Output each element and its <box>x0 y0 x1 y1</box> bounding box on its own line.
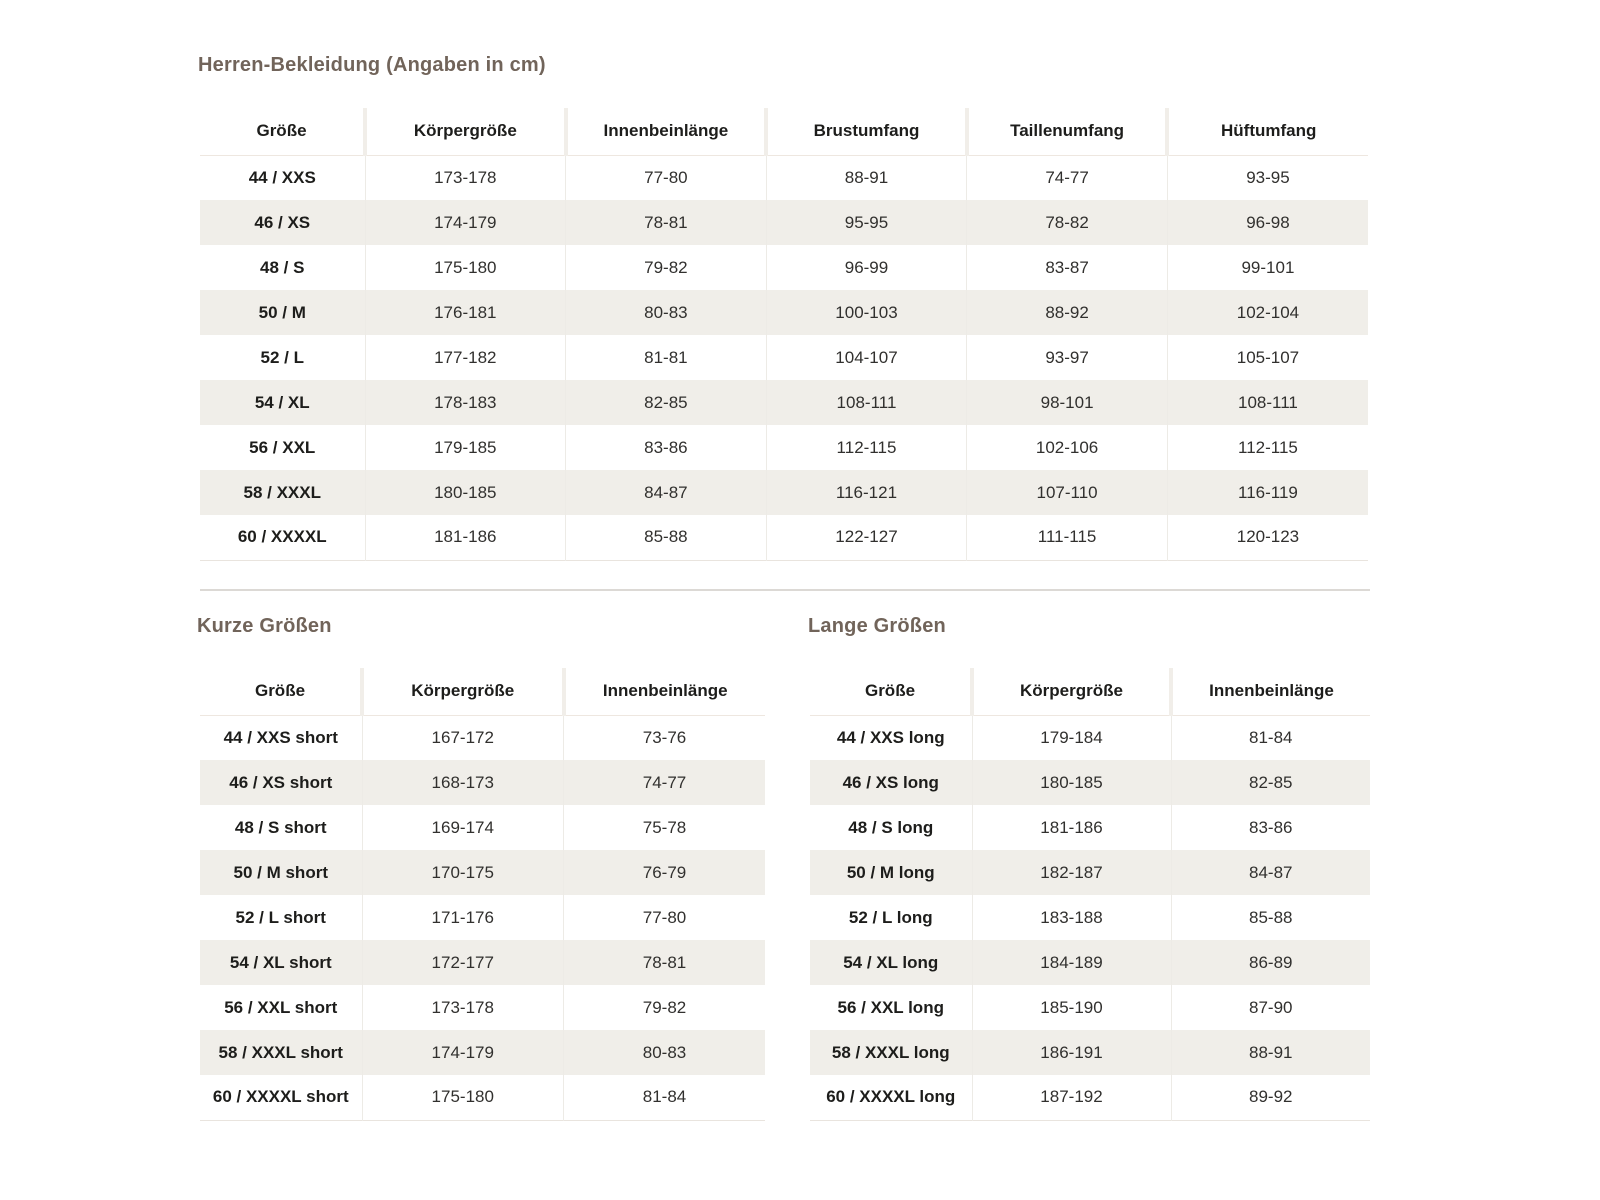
measurement-cell: 78-81 <box>564 940 766 985</box>
measurement-cell: 171-176 <box>362 895 564 940</box>
size-label-cell: 56 / XXL long <box>810 985 972 1030</box>
table-row <box>200 895 765 940</box>
measurement-cell: 85-88 <box>566 515 767 560</box>
column-header: Brustumfang <box>766 108 967 155</box>
size-label-cell: 54 / XL short <box>200 940 362 985</box>
measurement-cell: 182-187 <box>972 850 1171 895</box>
table-row <box>810 805 1370 850</box>
table-row <box>200 290 1368 335</box>
measurement-cell: 180-185 <box>972 760 1171 805</box>
table-row <box>810 1075 1370 1120</box>
table-row <box>200 155 1368 200</box>
measurement-cell: 79-82 <box>566 245 767 290</box>
table-header <box>810 668 1370 715</box>
measurement-cell: 84-87 <box>566 470 767 515</box>
size-label-cell: 48 / S <box>200 245 365 290</box>
column-header: Körpergröße <box>365 108 566 155</box>
size-label-cell: 44 / XXS <box>200 155 365 200</box>
measurement-cell: 77-80 <box>564 895 766 940</box>
header-row <box>200 108 1368 155</box>
measurement-cell: 80-83 <box>566 290 767 335</box>
measurement-cell: 170-175 <box>362 850 564 895</box>
table-row <box>200 940 765 985</box>
size-label-cell: 52 / L <box>200 335 365 380</box>
size-label-cell: 58 / XXXL <box>200 470 365 515</box>
measurement-cell: 88-91 <box>766 155 967 200</box>
measurement-cell: 77-80 <box>566 155 767 200</box>
column-header: Innenbeinlänge <box>566 108 767 155</box>
measurement-cell: 96-99 <box>766 245 967 290</box>
measurement-cell: 104-107 <box>766 335 967 380</box>
size-label-cell: 54 / XL <box>200 380 365 425</box>
measurement-cell: 85-88 <box>1171 895 1370 940</box>
measurement-cell: 74-77 <box>564 760 766 805</box>
measurement-cell: 83-86 <box>1171 805 1370 850</box>
table-row <box>810 715 1370 760</box>
measurement-cell: 88-91 <box>1171 1030 1370 1075</box>
table-body <box>200 715 765 1120</box>
measurement-cell: 174-179 <box>362 1030 564 1075</box>
measurement-cell: 83-86 <box>566 425 767 470</box>
column-header: Hüftumfang <box>1167 108 1368 155</box>
size-label-cell: 48 / S short <box>200 805 362 850</box>
measurement-cell: 167-172 <box>362 715 564 760</box>
measurement-cell: 183-188 <box>972 895 1171 940</box>
measurement-cell: 179-185 <box>365 425 566 470</box>
column-header: Körpergröße <box>362 668 564 715</box>
table-row <box>810 850 1370 895</box>
measurement-cell: 78-82 <box>967 200 1168 245</box>
table-row <box>200 985 765 1030</box>
column-header: Größe <box>810 668 972 715</box>
measurement-cell: 108-111 <box>1167 380 1368 425</box>
measurement-cell: 168-173 <box>362 760 564 805</box>
measurement-cell: 93-97 <box>967 335 1168 380</box>
measurement-cell: 122-127 <box>766 515 967 560</box>
table-header <box>200 108 1368 155</box>
header-row <box>810 668 1370 715</box>
header-row <box>200 668 765 715</box>
measurement-cell: 184-189 <box>972 940 1171 985</box>
measurement-cell: 178-183 <box>365 380 566 425</box>
column-header: Größe <box>200 668 362 715</box>
table-row <box>200 850 765 895</box>
measurement-cell: 180-185 <box>365 470 566 515</box>
measurement-cell: 82-85 <box>566 380 767 425</box>
measurement-cell: 89-92 <box>1171 1075 1370 1120</box>
table-row <box>810 1030 1370 1075</box>
measurement-cell: 177-182 <box>365 335 566 380</box>
size-label-cell: 44 / XXS long <box>810 715 972 760</box>
size-label-cell: 50 / M long <box>810 850 972 895</box>
table-body <box>200 155 1368 560</box>
measurement-cell: 116-121 <box>766 470 967 515</box>
measurement-cell: 116-119 <box>1167 470 1368 515</box>
size-label-cell: 46 / XS long <box>810 760 972 805</box>
short-sizes-section-title: Kurze Größen <box>197 615 332 637</box>
measurement-cell: 105-107 <box>1167 335 1368 380</box>
size-label-cell: 60 / XXXXL <box>200 515 365 560</box>
measurement-cell: 95-95 <box>766 200 967 245</box>
measurement-cell: 84-87 <box>1171 850 1370 895</box>
measurement-cell: 86-89 <box>1171 940 1370 985</box>
measurement-cell: 73-76 <box>564 715 766 760</box>
measurement-cell: 181-186 <box>972 805 1171 850</box>
column-header: Körpergröße <box>972 668 1171 715</box>
measurement-cell: 81-84 <box>1171 715 1370 760</box>
measurement-cell: 176-181 <box>365 290 566 335</box>
measurement-cell: 112-115 <box>1167 425 1368 470</box>
size-label-cell: 48 / S long <box>810 805 972 850</box>
short-sizes-table <box>200 668 765 1121</box>
table-row <box>200 1030 765 1075</box>
measurement-cell: 187-192 <box>972 1075 1171 1120</box>
table-row <box>810 940 1370 985</box>
size-label-cell: 46 / XS <box>200 200 365 245</box>
table-row <box>200 715 765 760</box>
table-row <box>200 335 1368 380</box>
table-row <box>810 895 1370 940</box>
measurement-cell: 87-90 <box>1171 985 1370 1030</box>
column-header: Innenbeinlänge <box>1171 668 1370 715</box>
table-row <box>810 760 1370 805</box>
table-row <box>200 470 1368 515</box>
measurement-cell: 181-186 <box>365 515 566 560</box>
size-label-cell: 56 / XXL <box>200 425 365 470</box>
measurement-cell: 78-81 <box>566 200 767 245</box>
measurement-cell: 102-104 <box>1167 290 1368 335</box>
measurement-cell: 81-84 <box>564 1075 766 1120</box>
measurement-cell: 82-85 <box>1171 760 1370 805</box>
measurement-cell: 175-180 <box>365 245 566 290</box>
measurement-cell: 173-178 <box>365 155 566 200</box>
measurement-cell: 185-190 <box>972 985 1171 1030</box>
size-label-cell: 52 / L short <box>200 895 362 940</box>
table-row <box>200 200 1368 245</box>
size-label-cell: 56 / XXL short <box>200 985 362 1030</box>
measurement-cell: 112-115 <box>766 425 967 470</box>
measurement-cell: 107-110 <box>967 470 1168 515</box>
size-label-cell: 58 / XXXL short <box>200 1030 362 1075</box>
measurement-cell: 83-87 <box>967 245 1168 290</box>
table-row <box>200 425 1368 470</box>
size-label-cell: 60 / XXXXL short <box>200 1075 362 1120</box>
column-header: Innenbeinlänge <box>564 668 766 715</box>
measurement-cell: 75-78 <box>564 805 766 850</box>
measurement-cell: 79-82 <box>564 985 766 1030</box>
size-label-cell: 50 / M <box>200 290 365 335</box>
measurement-cell: 174-179 <box>365 200 566 245</box>
measurement-cell: 179-184 <box>972 715 1171 760</box>
table-row <box>200 805 765 850</box>
main-section-title: Herren-Bekleidung (Angaben in cm) <box>198 54 546 76</box>
measurement-cell: 120-123 <box>1167 515 1368 560</box>
size-label-cell: 44 / XXS short <box>200 715 362 760</box>
table-header <box>200 668 765 715</box>
measurement-cell: 175-180 <box>362 1075 564 1120</box>
measurement-cell: 172-177 <box>362 940 564 985</box>
column-header: Taillenumfang <box>967 108 1168 155</box>
measurement-cell: 93-95 <box>1167 155 1368 200</box>
measurement-cell: 169-174 <box>362 805 564 850</box>
measurement-cell: 76-79 <box>564 850 766 895</box>
table-row <box>200 760 765 805</box>
table-row <box>200 245 1368 290</box>
measurement-cell: 111-115 <box>967 515 1168 560</box>
measurement-cell: 173-178 <box>362 985 564 1030</box>
measurement-cell: 102-106 <box>967 425 1168 470</box>
table-row <box>200 380 1368 425</box>
size-label-cell: 60 / XXXXL long <box>810 1075 972 1120</box>
measurement-cell: 88-92 <box>967 290 1168 335</box>
section-divider <box>200 589 1370 591</box>
measurement-cell: 81-81 <box>566 335 767 380</box>
size-label-cell: 58 / XXXL long <box>810 1030 972 1075</box>
table-row <box>200 1075 765 1120</box>
measurement-cell: 186-191 <box>972 1030 1171 1075</box>
long-sizes-table <box>810 668 1370 1121</box>
measurement-cell: 98-101 <box>967 380 1168 425</box>
table-row <box>810 985 1370 1030</box>
mens-clothing-size-table <box>200 108 1368 561</box>
size-label-cell: 52 / L long <box>810 895 972 940</box>
measurement-cell: 80-83 <box>564 1030 766 1075</box>
measurement-cell: 74-77 <box>967 155 1168 200</box>
measurement-cell: 99-101 <box>1167 245 1368 290</box>
size-label-cell: 54 / XL long <box>810 940 972 985</box>
table-body <box>810 715 1370 1120</box>
measurement-cell: 100-103 <box>766 290 967 335</box>
measurement-cell: 108-111 <box>766 380 967 425</box>
size-label-cell: 50 / M short <box>200 850 362 895</box>
table-row <box>200 515 1368 560</box>
long-sizes-section-title: Lange Größen <box>808 615 946 637</box>
column-header: Größe <box>200 108 365 155</box>
measurement-cell: 96-98 <box>1167 200 1368 245</box>
size-label-cell: 46 / XS short <box>200 760 362 805</box>
